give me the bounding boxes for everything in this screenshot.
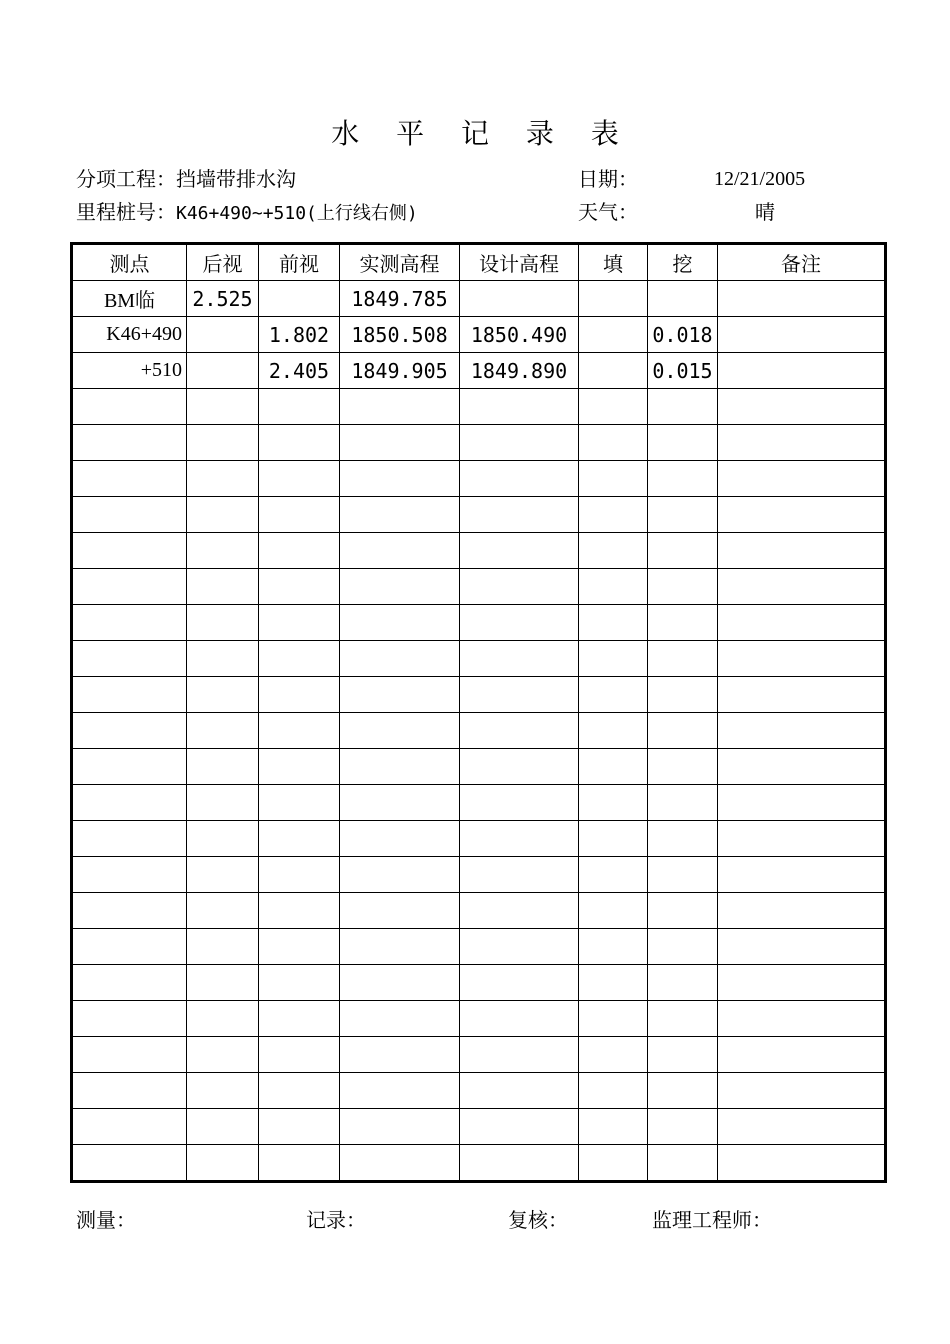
empty-cell [579,641,648,677]
empty-cell [718,1145,886,1182]
empty-cell [259,1037,340,1073]
empty-table-row [72,389,886,425]
empty-cell [72,497,187,533]
empty-cell [718,1109,886,1145]
empty-cell [340,461,460,497]
empty-cell [460,713,579,749]
empty-cell [259,641,340,677]
empty-cell [72,785,187,821]
cell-remarks [718,281,886,317]
empty-cell [648,389,718,425]
station-label: 里程桩号： [76,200,176,224]
empty-cell [460,641,579,677]
empty-cell [187,821,259,857]
empty-cell [579,713,648,749]
empty-cell [187,749,259,785]
empty-table-row [72,1001,886,1037]
header-design-elevation: 设计高程 [460,244,579,281]
empty-table-row [72,713,886,749]
empty-cell [648,749,718,785]
empty-cell [718,497,886,533]
empty-cell [579,569,648,605]
empty-cell [259,1073,340,1109]
cell-backsight [187,353,259,389]
empty-cell [718,713,886,749]
cell-point: BM临 [72,281,187,317]
empty-table-row [72,533,886,569]
leveling-table [70,242,887,1183]
empty-cell [72,641,187,677]
empty-cell [187,1145,259,1182]
empty-cell [460,1109,579,1145]
empty-cell [579,893,648,929]
empty-cell [718,389,886,425]
empty-cell [187,641,259,677]
cell-measured-elevation: 1849.785 [340,281,460,317]
empty-cell [72,677,187,713]
empty-cell [187,713,259,749]
empty-cell [579,425,648,461]
empty-cell [187,605,259,641]
empty-cell [187,1037,259,1073]
empty-cell [648,893,718,929]
empty-cell [718,677,886,713]
cell-design-elevation [460,281,579,317]
empty-cell [187,389,259,425]
empty-cell [579,1037,648,1073]
empty-cell [460,821,579,857]
cell-foresight: 1.802 [259,317,340,353]
project-line [76,167,296,191]
date-value: 12/21/2005 [714,168,806,190]
measure-label: 测量： [76,1208,136,1232]
empty-cell [579,749,648,785]
empty-cell [187,569,259,605]
cell-backsight [187,317,259,353]
empty-cell [460,1145,579,1182]
empty-cell [72,533,187,569]
empty-cell [259,821,340,857]
empty-cell [340,569,460,605]
empty-cell [718,857,886,893]
empty-cell [579,533,648,569]
empty-table-row [72,569,886,605]
empty-table-row [72,461,886,497]
empty-cell [718,1073,886,1109]
empty-table-row [72,497,886,533]
empty-table-row [72,605,886,641]
project-value: 挡墙带排水沟 [176,167,296,191]
project-label: 分项工程： [76,167,176,191]
empty-cell [718,965,886,1001]
empty-cell [187,893,259,929]
header-cut: 挖 [648,244,718,281]
empty-cell [648,605,718,641]
cell-fill [579,281,648,317]
empty-cell [259,389,340,425]
cell-measured-elevation: 1850.508 [340,317,460,353]
empty-cell [72,749,187,785]
empty-cell [460,1001,579,1037]
empty-table-row [72,1037,886,1073]
empty-cell [460,461,579,497]
empty-cell [579,785,648,821]
empty-cell [648,569,718,605]
empty-cell [648,821,718,857]
empty-cell [718,569,886,605]
empty-cell [72,1001,187,1037]
empty-cell [648,1145,718,1182]
empty-table-row [72,1073,886,1109]
empty-cell [187,857,259,893]
empty-table-row [72,965,886,1001]
empty-cell [340,821,460,857]
empty-cell [340,605,460,641]
header-backsight: 后视 [187,244,259,281]
empty-cell [187,497,259,533]
empty-cell [648,1109,718,1145]
cell-point: +510 [72,353,187,389]
empty-cell [187,785,259,821]
empty-cell [648,1001,718,1037]
empty-cell [259,569,340,605]
weather-label: 天气： [578,200,638,224]
empty-cell [648,533,718,569]
empty-cell [460,785,579,821]
empty-cell [72,389,187,425]
empty-cell [72,713,187,749]
empty-cell [460,605,579,641]
empty-table-row [72,893,886,929]
supervisor-label: 监理工程师： [652,1208,772,1232]
empty-cell [460,425,579,461]
empty-cell [259,425,340,461]
empty-cell [718,1037,886,1073]
empty-cell [648,713,718,749]
cell-backsight: 2.525 [187,281,259,317]
empty-cell [579,1145,648,1182]
empty-cell [259,785,340,821]
empty-cell [648,1037,718,1073]
empty-cell [72,1073,187,1109]
empty-cell [579,1073,648,1109]
empty-cell [579,461,648,497]
header-measured-elevation: 实测高程 [340,244,460,281]
empty-cell [72,857,187,893]
empty-cell [72,569,187,605]
empty-cell [579,821,648,857]
empty-cell [718,425,886,461]
empty-cell [579,497,648,533]
empty-cell [460,1037,579,1073]
empty-cell [259,605,340,641]
empty-cell [187,1001,259,1037]
empty-cell [340,641,460,677]
empty-table-row [72,785,886,821]
empty-table-row [72,425,886,461]
empty-cell [259,1109,340,1145]
empty-cell [460,389,579,425]
empty-cell [648,461,718,497]
cell-foresight [259,281,340,317]
empty-cell [648,857,718,893]
empty-cell [579,605,648,641]
empty-cell [460,1073,579,1109]
table-row [72,281,886,317]
cell-design-elevation: 1849.890 [460,353,579,389]
empty-table-row [72,641,886,677]
cell-fill [579,317,648,353]
empty-cell [460,569,579,605]
empty-cell [72,1037,187,1073]
empty-cell [72,461,187,497]
empty-cell [579,1001,648,1037]
empty-cell [72,1109,187,1145]
page-title: 水 平 记 录 表 [331,117,633,150]
empty-cell [259,533,340,569]
empty-cell [72,1145,187,1182]
empty-cell [648,965,718,1001]
empty-cell [187,1109,259,1145]
cell-design-elevation: 1850.490 [460,317,579,353]
empty-cell [259,929,340,965]
empty-cell [648,1073,718,1109]
empty-cell [460,929,579,965]
empty-cell [718,605,886,641]
empty-table-row [72,821,886,857]
cell-cut: 0.015 [648,353,718,389]
empty-table-row [72,929,886,965]
empty-cell [340,785,460,821]
empty-cell [340,713,460,749]
empty-cell [340,1109,460,1145]
cell-foresight: 2.405 [259,353,340,389]
empty-cell [460,893,579,929]
empty-cell [460,857,579,893]
empty-cell [648,497,718,533]
empty-cell [340,533,460,569]
empty-table-row [72,1145,886,1182]
empty-cell [718,821,886,857]
empty-table-row [72,677,886,713]
cell-remarks [718,317,886,353]
empty-cell [259,497,340,533]
empty-cell [72,893,187,929]
empty-cell [340,425,460,461]
empty-cell [72,425,187,461]
empty-cell [187,461,259,497]
empty-table-row [72,1109,886,1145]
cell-cut: 0.018 [648,317,718,353]
empty-cell [460,533,579,569]
cell-fill [579,353,648,389]
empty-cell [259,1001,340,1037]
empty-cell [579,677,648,713]
empty-cell [579,929,648,965]
empty-cell [579,857,648,893]
empty-cell [648,929,718,965]
empty-cell [718,461,886,497]
empty-cell [718,785,886,821]
cell-remarks [718,353,886,389]
empty-cell [340,389,460,425]
empty-cell [259,893,340,929]
empty-cell [187,677,259,713]
empty-cell [72,605,187,641]
empty-cell [72,965,187,1001]
header-remarks: 备注 [718,244,886,281]
empty-table-row [72,857,886,893]
empty-cell [340,749,460,785]
empty-cell [259,857,340,893]
weather-value: 晴 [755,200,775,224]
header-point: 测点 [72,244,187,281]
empty-cell [259,1145,340,1182]
empty-cell [718,893,886,929]
empty-cell [718,929,886,965]
table-row [72,353,886,389]
empty-cell [259,461,340,497]
empty-cell [340,677,460,713]
empty-cell [187,425,259,461]
empty-cell [718,641,886,677]
empty-cell [340,1001,460,1037]
empty-cell [72,929,187,965]
cell-point: K46+490 [72,317,187,353]
empty-cell [579,1109,648,1145]
empty-cell [340,893,460,929]
cell-cut [648,281,718,317]
table-row [72,317,886,353]
empty-cell [259,677,340,713]
empty-table-row [72,749,886,785]
empty-cell [259,713,340,749]
empty-cell [460,965,579,1001]
header-foresight: 前视 [259,244,340,281]
empty-cell [648,677,718,713]
table-header-row [72,244,886,281]
empty-cell [340,1073,460,1109]
empty-cell [648,425,718,461]
empty-cell [648,641,718,677]
empty-cell [187,929,259,965]
empty-cell [187,965,259,1001]
station-line [76,200,418,226]
empty-cell [340,1145,460,1182]
empty-cell [340,1037,460,1073]
cell-measured-elevation: 1849.905 [340,353,460,389]
empty-cell [579,389,648,425]
empty-cell [460,749,579,785]
empty-cell [648,785,718,821]
empty-cell [718,749,886,785]
empty-cell [340,965,460,1001]
empty-cell [460,497,579,533]
review-label: 复核： [508,1208,568,1232]
header-fill: 填 [579,244,648,281]
date-label: 日期： [578,167,638,191]
empty-cell [72,821,187,857]
record-label: 记录： [306,1208,366,1232]
empty-cell [187,533,259,569]
empty-cell [187,1073,259,1109]
station-value: K46+490~+510(上行线右侧) [176,203,418,224]
empty-cell [340,929,460,965]
empty-cell [579,965,648,1001]
empty-cell [718,1001,886,1037]
empty-cell [460,677,579,713]
empty-cell [340,857,460,893]
empty-cell [259,749,340,785]
empty-cell [259,965,340,1001]
empty-cell [340,497,460,533]
empty-cell [718,533,886,569]
